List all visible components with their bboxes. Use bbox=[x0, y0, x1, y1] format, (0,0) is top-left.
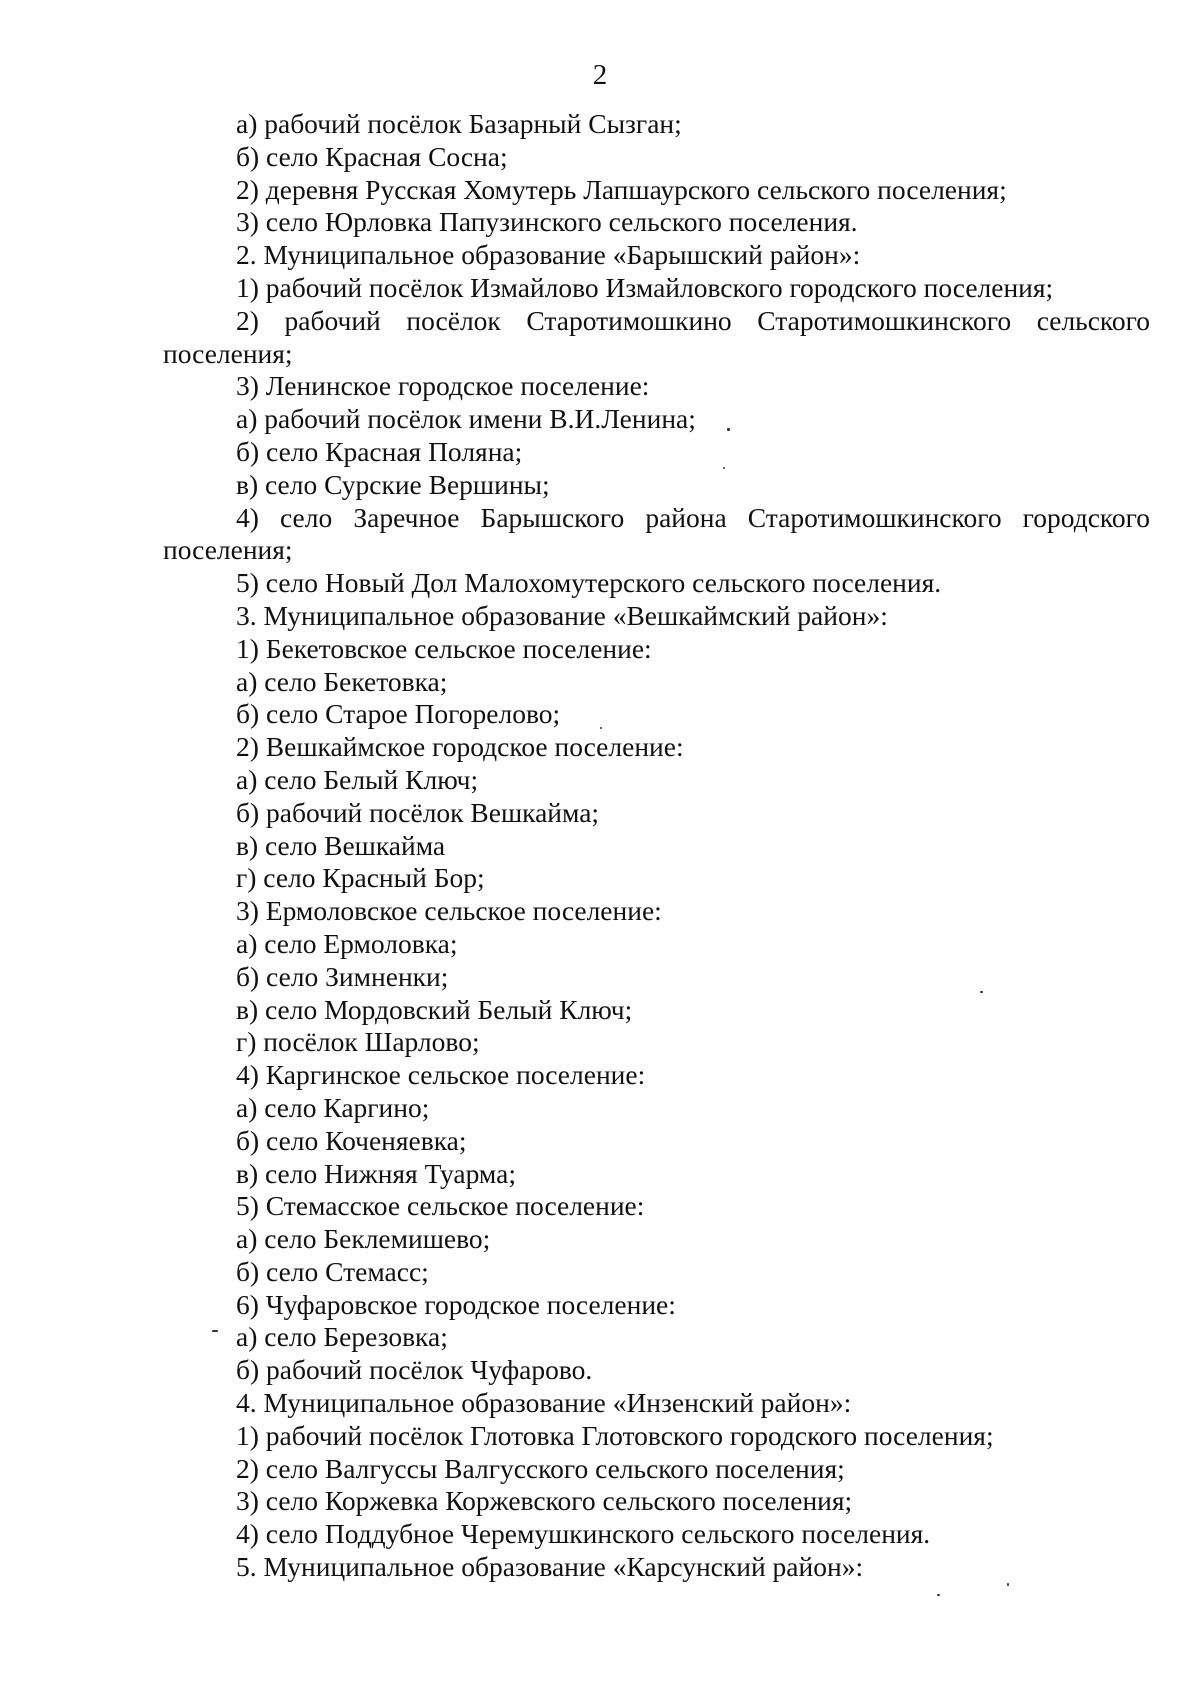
list-item: б) село Старое Погорелово; bbox=[236, 698, 561, 730]
scan-speck bbox=[937, 1594, 940, 1596]
list-item: 4) село Поддубное Черемушкинского сельского поселения. bbox=[236, 1518, 931, 1550]
list-item: в) село Вешкайма bbox=[236, 829, 446, 861]
list-item: б) село Стемасс; bbox=[236, 1255, 429, 1287]
scan-speck bbox=[980, 991, 983, 993]
list-item: в) село Нижняя Туарма; bbox=[236, 1157, 516, 1189]
list-item: б) село Красная Сосна; bbox=[236, 140, 508, 172]
list-item: 3) село Юрловка Папузинского сельского поселения. bbox=[236, 206, 858, 238]
list-item: 1) рабочий посёлок Глотовка Глотовского городского поселения; bbox=[236, 1419, 994, 1451]
section-heading: 3. Муниципальное образование «Вешкаймский район»: bbox=[236, 599, 888, 631]
list-item: 1) рабочий посёлок Измайлово Измайловского городского поселения; bbox=[236, 271, 1054, 303]
scan-speck bbox=[600, 727, 602, 729]
list-item: 2) село Валгуссы Валгусского сельского поселения; bbox=[236, 1452, 845, 1484]
section-heading: 4. Муниципальное образование «Инзенский район»: bbox=[236, 1387, 852, 1419]
list-item: г) село Красный Бор; bbox=[236, 862, 485, 894]
list-item: в) село Мордовский Белый Ключ; bbox=[236, 993, 633, 1025]
list-item: 6) Чуфаровское городское поселение: bbox=[236, 1288, 676, 1320]
list-item: б) рабочий посёлок Вешкайма; bbox=[236, 796, 600, 828]
list-item: а) рабочий посёлок имени В.И.Ленина; bbox=[236, 403, 696, 435]
list-item: б) село Коченяевка; bbox=[236, 1124, 467, 1156]
list-item: а) село Каргино; bbox=[236, 1091, 430, 1123]
list-item: 3) Ленинское городское поселение: bbox=[236, 370, 650, 402]
scan-speck bbox=[1007, 1583, 1009, 1586]
list-item: а) село Беклемишево; bbox=[236, 1223, 491, 1255]
section-heading: 5. Муниципальное образование «Карсунский район»: bbox=[236, 1551, 864, 1583]
document-body bbox=[163, 108, 1150, 1584]
list-item-continuation: поселения; bbox=[163, 337, 293, 369]
scan-speck bbox=[212, 1330, 218, 1332]
list-item: 1) Бекетовское сельское поселение: bbox=[236, 632, 652, 664]
list-item: 4) село Заречное Барышского района Старотимошкинского городского bbox=[236, 501, 1150, 533]
list-item: 5) Стемасское сельское поселение: bbox=[236, 1190, 645, 1222]
list-item: а) село Бекетовка; bbox=[236, 665, 448, 697]
list-item-continuation: поселения; bbox=[163, 534, 293, 566]
list-item: а) село Белый Ключ; bbox=[236, 763, 479, 795]
scan-speck bbox=[727, 428, 730, 431]
list-item: б) село Зимненки; bbox=[236, 960, 449, 992]
page-number: 2 bbox=[592, 59, 608, 91]
list-item: а) село Ермоловка; bbox=[236, 927, 458, 959]
list-item: 5) село Новый Дол Малохомутерского сельского поселения. bbox=[236, 567, 942, 599]
list-item: 2) Вешкаймское городское поселение: bbox=[236, 731, 684, 763]
list-item: б) рабочий посёлок Чуфарово. bbox=[236, 1354, 593, 1386]
list-item: а) село Березовка; bbox=[236, 1321, 448, 1353]
list-item: 2) рабочий посёлок Старотимошкино Старотимошкинского сельского bbox=[236, 304, 1150, 336]
list-item: а) рабочий посёлок Базарный Сызган; bbox=[236, 108, 682, 139]
list-item: 3) Ермоловское сельское поселение: bbox=[236, 895, 662, 927]
list-item: б) село Красная Поляна; bbox=[236, 435, 523, 467]
list-item: 3) село Коржевка Коржевского сельского поселения; bbox=[236, 1485, 853, 1517]
list-item: 4) Каргинское сельское поселение: bbox=[236, 1059, 646, 1091]
list-item: 2) деревня Русская Хомутерь Лапшаурского сельского поселения; bbox=[236, 173, 1007, 205]
list-item: г) посёлок Шарлово; bbox=[236, 1026, 480, 1058]
section-heading: 2. Муниципальное образование «Барышский район»: bbox=[236, 239, 861, 271]
list-item: в) село Сурские Вершины; bbox=[236, 468, 550, 500]
scan-speck bbox=[723, 467, 725, 469]
